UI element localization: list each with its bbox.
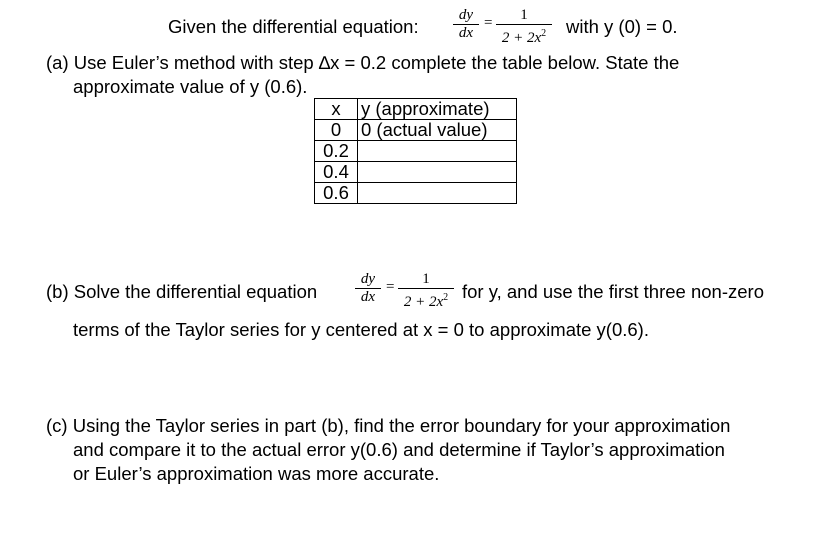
- equals-sign: =: [386, 279, 395, 295]
- cell-x: 0.6: [315, 183, 358, 204]
- table-row: [315, 162, 517, 183]
- equals-sign: =: [484, 15, 493, 31]
- cell-x: 0: [315, 120, 358, 141]
- header-x: x: [315, 99, 358, 120]
- dx-denominator: dx: [458, 25, 474, 41]
- part-c-line1: (c) Using the Taylor series in part (b), find the error boundary for your approximation: [46, 415, 731, 436]
- part-c-line3: or Euler’s approximation was more accurate.: [73, 463, 440, 484]
- part-b-prefix: (b) Solve the differential equation: [46, 281, 318, 302]
- rhs-numerator: 1: [422, 271, 430, 287]
- dx-denominator: dx: [360, 289, 376, 305]
- dy-numerator: dy: [458, 7, 474, 23]
- table-row: [315, 183, 517, 204]
- table-header-row: [315, 99, 517, 120]
- dy-numerator: dy: [360, 271, 376, 287]
- rhs-denominator: 2 + 2x: [403, 294, 444, 310]
- cell-y: [358, 183, 517, 204]
- part-b-line2: terms of the Taylor series for y centered at x = 0 to approximate y(0.6).: [73, 319, 649, 340]
- cell-x: 0.2: [315, 141, 358, 162]
- header-y: y (approximate): [358, 99, 517, 120]
- exponent: 2: [443, 292, 449, 303]
- table-row: [315, 141, 517, 162]
- cell-y: [358, 141, 517, 162]
- rhs-numerator: 1: [520, 7, 528, 23]
- part-a-line1: (a) Use Euler’s method with step ∆x = 0.2 complete the table below. State the: [46, 52, 680, 73]
- cell-y: 0 (actual value): [358, 120, 517, 141]
- intro-prefix: Given the differential equation:: [168, 16, 419, 37]
- cell-x: 0.4: [315, 162, 358, 183]
- exponent: 2: [541, 28, 547, 39]
- cell-y: [358, 162, 517, 183]
- rhs-denominator: 2 + 2x: [501, 30, 542, 46]
- euler-table: [314, 98, 517, 204]
- part-a-line2: approximate value of y (0.6).: [73, 76, 308, 97]
- table-row: [315, 120, 517, 141]
- intro-suffix: with y (0) = 0.: [566, 16, 678, 37]
- part-c-line2: and compare it to the actual error y(0.6) and determine if Taylor’s approximation: [73, 439, 725, 460]
- part-b-suffix: for y, and use the first three non-zero: [462, 281, 764, 302]
